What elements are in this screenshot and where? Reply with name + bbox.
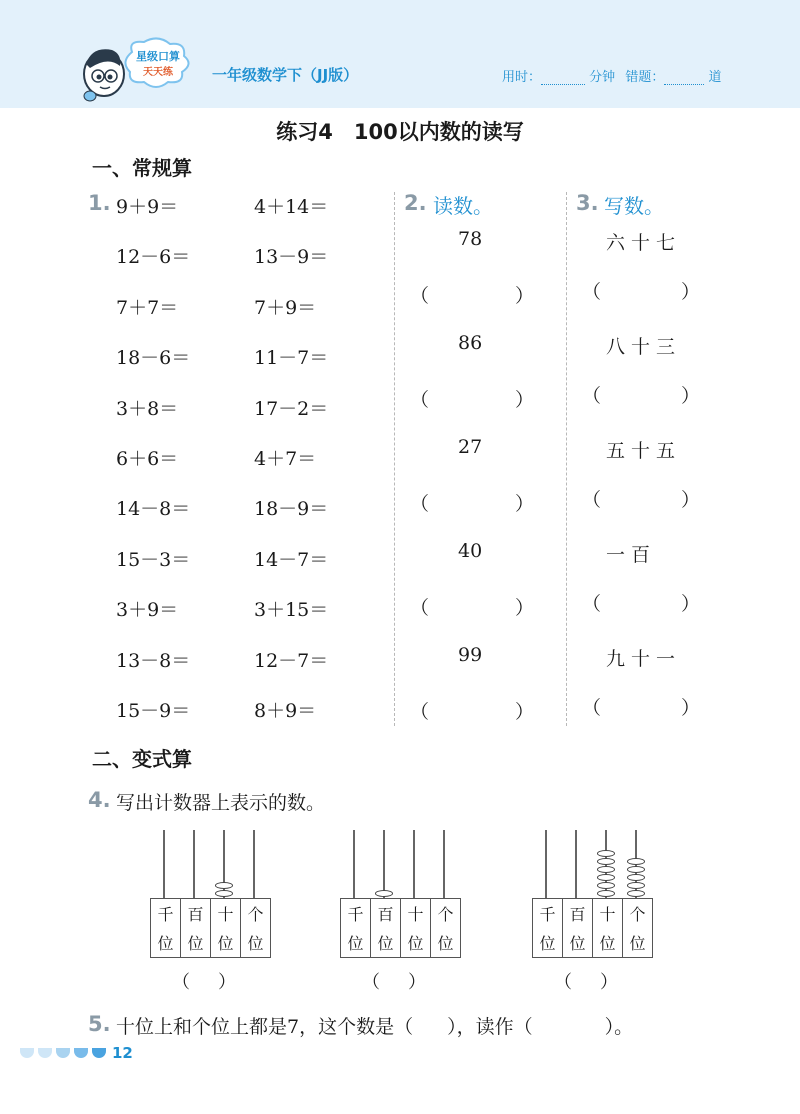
abacus-counter: [340, 830, 460, 1000]
place-value-cell: [371, 899, 401, 957]
place-suffix: 位: [347, 934, 364, 953]
read-number: 27: [458, 436, 483, 458]
time-blank[interactable]: [541, 70, 585, 85]
paren-right: ）: [680, 593, 700, 615]
calc-item[interactable]: 15－3＝: [116, 548, 191, 571]
paren-right: ）: [680, 385, 700, 407]
calc-item[interactable]: 6＋6＝: [116, 448, 179, 470]
read-number: 40: [458, 540, 483, 562]
calc-item[interactable]: 15－9＝: [116, 700, 191, 722]
paren-left: （: [582, 281, 602, 303]
place-value-cell: [401, 899, 431, 957]
q5-number: 5.: [88, 1012, 111, 1036]
place-value-table: [150, 898, 271, 958]
q2-answer-blank[interactable]: [410, 385, 534, 409]
abacus-bead: [597, 858, 615, 865]
abacus-bead: [597, 874, 615, 881]
page-number: 12: [112, 1044, 133, 1062]
place-value-table: [532, 898, 653, 958]
paren-right: ）: [514, 285, 534, 307]
place-name: 千: [347, 905, 364, 924]
q3-answer-blank[interactable]: [582, 381, 700, 405]
q5-text-b: ），读作（: [447, 1016, 533, 1038]
abacus-bead: [215, 890, 233, 897]
q2-answer-blank[interactable]: [410, 697, 534, 721]
q2-answer-blank[interactable]: [410, 593, 534, 617]
logo-line2: 天天练: [143, 67, 173, 78]
logo-line1: 星级口算: [136, 50, 180, 63]
chinese-number-word: 六十七: [606, 232, 682, 254]
q2-answer-blank[interactable]: [410, 489, 534, 513]
paren-right: ）: [680, 697, 700, 719]
calc-item[interactable]: 12－7＝: [254, 649, 329, 672]
section-heading-1: 一、常规算: [92, 156, 192, 180]
abacus-rod: [353, 830, 355, 898]
calc-item[interactable]: 7＋9＝: [254, 296, 317, 319]
q3-answer-blank[interactable]: [582, 277, 700, 301]
place-name: 十: [407, 905, 424, 924]
place-suffix: 位: [599, 934, 616, 953]
paren-left: （: [410, 493, 430, 515]
place-suffix: 位: [157, 934, 174, 953]
place-suffix: 位: [407, 934, 424, 953]
paren-left: （: [410, 285, 430, 307]
paren-left: （: [582, 697, 602, 719]
place-name: 个: [247, 905, 264, 924]
abacus-rod: [383, 830, 385, 898]
place-suffix: 位: [629, 934, 646, 953]
divider-1: [394, 192, 395, 726]
read-number: 78: [458, 228, 483, 250]
errors-blank[interactable]: [664, 70, 704, 85]
place-suffix: 位: [217, 934, 234, 953]
place-value-cell: [211, 899, 241, 957]
place-value-cell: [241, 899, 271, 957]
q5-text-c: ）。: [604, 1016, 634, 1038]
place-value-cell: [151, 899, 181, 957]
abacus-counter: [532, 830, 652, 1000]
q2-answer-blank[interactable]: [410, 281, 534, 305]
q4-text: 写出计数器上表示的数。: [116, 792, 326, 814]
paren-left: （: [582, 489, 602, 511]
calc-item[interactable]: 14－7＝: [254, 548, 329, 571]
place-value-cell: [623, 899, 653, 957]
abacus-rod: [163, 830, 165, 898]
calc-item[interactable]: 13－9＝: [254, 246, 329, 269]
calc-item[interactable]: 3＋8＝: [116, 397, 179, 420]
section-heading-2: 二、变式算: [92, 747, 192, 771]
place-suffix: 位: [377, 934, 394, 953]
place-value-cell: [533, 899, 563, 957]
read-number: 99: [458, 644, 483, 666]
q3-answer-blank[interactable]: [582, 485, 700, 509]
errors-label: 错题：: [625, 70, 665, 85]
place-suffix: 位: [187, 934, 204, 953]
abacus-bead: [597, 866, 615, 873]
paren-left: （: [582, 385, 602, 407]
calc-item[interactable]: 18－9＝: [254, 498, 329, 521]
place-suffix: 位: [247, 934, 264, 953]
abacus-bead: [597, 882, 615, 889]
paren-right: ）: [218, 972, 236, 993]
abacus-bead: [627, 890, 645, 897]
place-suffix: 位: [569, 934, 586, 953]
abacus-rod: [443, 830, 445, 898]
place-name: 个: [629, 905, 646, 924]
mascot-logo-icon: [78, 34, 218, 108]
chinese-number-word: 五十五: [606, 440, 682, 462]
place-name: 千: [157, 905, 174, 924]
errors-unit: 道: [708, 70, 722, 85]
place-name: 个: [437, 905, 454, 924]
place-name: 百: [377, 905, 394, 924]
abacus-rod: [575, 830, 577, 898]
calc-item[interactable]: 4＋14＝: [254, 196, 329, 218]
abacus-rod: [193, 830, 195, 898]
calc-item[interactable]: 18－6＝: [116, 347, 191, 370]
place-value-cell: [431, 899, 461, 957]
q3-label: 写数。: [604, 194, 664, 218]
paren-right: ）: [514, 389, 534, 411]
time-label: 用时：: [502, 70, 542, 85]
paren-right: ）: [600, 972, 618, 993]
abacus-bead: [627, 874, 645, 881]
calc-item[interactable]: 8＋9＝: [254, 700, 317, 722]
place-value-cell: [181, 899, 211, 957]
calc-item[interactable]: 14－8＝: [116, 498, 191, 521]
abacus-counter: [150, 830, 270, 1000]
place-name: 十: [217, 905, 234, 924]
q5-text: [116, 1012, 633, 1039]
paren-left: （: [410, 701, 430, 723]
lesson-title: 练习4 100以内数的读写: [276, 120, 524, 144]
q3-answer-blank[interactable]: [582, 589, 700, 613]
place-name: 百: [187, 905, 204, 924]
abacus-bead: [627, 882, 645, 889]
q2-label: 读数。: [433, 194, 493, 218]
divider-2: [566, 192, 567, 726]
abacus-bead: [627, 866, 645, 873]
place-value-cell: [593, 899, 623, 957]
abacus-rod: [253, 830, 255, 898]
paren-left: （: [554, 972, 572, 993]
abacus-bead: [375, 890, 393, 897]
read-number: 86: [458, 332, 483, 354]
chinese-number-word: 九十一: [606, 648, 682, 670]
chinese-number-word: 一百: [606, 544, 657, 566]
calc-item[interactable]: 9＋9＝: [116, 196, 179, 218]
q1-number: 1.: [88, 191, 111, 215]
abacus-rod: [545, 830, 547, 898]
place-name: 百: [569, 905, 586, 924]
place-name: 千: [539, 905, 556, 924]
calc-item[interactable]: 7＋7＝: [116, 296, 179, 319]
paren-left: （: [582, 593, 602, 615]
paren-right: ）: [514, 493, 534, 515]
place-suffix: 位: [437, 934, 454, 953]
abacus-rod: [413, 830, 415, 898]
time-and-errors: [502, 66, 721, 85]
abacus-bead: [597, 850, 615, 857]
calc-item[interactable]: 4＋7＝: [254, 448, 317, 470]
q5-text-a: 十位上和个位上都是7，这个数是（: [116, 1016, 414, 1038]
calc-item[interactable]: 3＋15＝: [254, 599, 329, 622]
calc-item[interactable]: 12－6＝: [116, 246, 191, 269]
paren-left: （: [362, 972, 380, 993]
book-title: 一年级数学下（JJ版）: [212, 66, 359, 84]
place-value-cell: [563, 899, 593, 957]
paren-right: ）: [680, 281, 700, 303]
paren-right: ）: [514, 597, 534, 619]
paren-left: （: [172, 972, 190, 993]
q4-number: 4.: [88, 788, 111, 812]
place-value-table: [340, 898, 461, 958]
calc-item[interactable]: 17－2＝: [254, 397, 329, 420]
q3-answer-blank[interactable]: [582, 693, 700, 717]
calc-item[interactable]: 3＋9＝: [116, 599, 179, 622]
paren-right: ）: [680, 489, 700, 511]
q3-number: 3.: [576, 191, 599, 215]
abacus-bead: [215, 882, 233, 889]
abacus-bead: [627, 858, 645, 865]
chinese-number-word: 八十三: [606, 336, 682, 358]
paren-left: （: [410, 597, 430, 619]
paren-left: （: [410, 389, 430, 411]
abacus-bead: [597, 890, 615, 897]
time-unit: 分钟: [589, 70, 616, 85]
q2-number: 2.: [404, 191, 427, 215]
place-name: 十: [599, 905, 616, 924]
calc-item[interactable]: 11－7＝: [254, 347, 329, 370]
place-value-cell: [341, 899, 371, 957]
place-suffix: 位: [539, 934, 556, 953]
footer-decoration: [20, 1048, 106, 1058]
paren-right: ）: [408, 972, 426, 993]
paren-right: ）: [514, 701, 534, 723]
calc-item[interactable]: 13－8＝: [116, 649, 191, 672]
